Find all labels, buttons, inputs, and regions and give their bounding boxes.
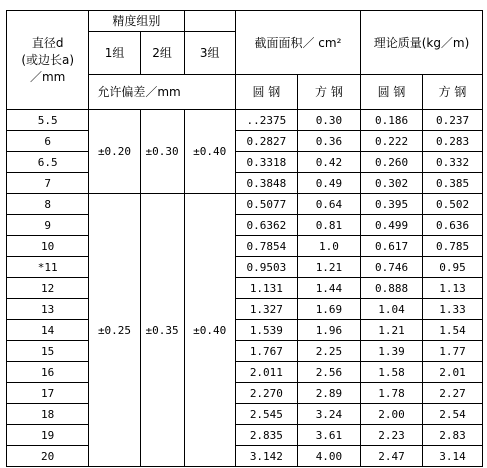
area-square-cell: 0.42 — [297, 152, 360, 173]
table-row — [7, 215, 483, 236]
area-round-cell: ..2375 — [235, 110, 297, 131]
table-row — [7, 341, 483, 362]
diameter-cell: 19 — [7, 425, 89, 446]
tolerance-g1-band1: ±0.20 — [89, 110, 140, 194]
mass-header: 理论质量(kg／m) — [361, 11, 483, 75]
diameter-header-line2: (或边长a) — [21, 52, 75, 67]
area-round-cell: 0.5077 — [235, 194, 297, 215]
area-header: 截面面积／ cm² — [235, 11, 360, 75]
area-round-cell: 0.3848 — [235, 173, 297, 194]
mass-square-cell: 0.785 — [423, 236, 483, 257]
area-round-cell: 0.3318 — [235, 152, 297, 173]
diameter-cell: 7 — [7, 173, 89, 194]
table-row — [7, 446, 483, 467]
mass-round-cell: 0.499 — [361, 215, 423, 236]
area-round-cell: 0.6362 — [235, 215, 297, 236]
table-row — [7, 194, 483, 215]
area-round-cell: 2.545 — [235, 404, 297, 425]
mass-round-cell: 2.47 — [361, 446, 423, 467]
precision-group-blank — [184, 11, 235, 32]
mass-square-cell: 0.95 — [423, 257, 483, 278]
diameter-header-line1: 直径d — [31, 35, 64, 50]
table-row — [7, 362, 483, 383]
mass-round-cell: 2.23 — [361, 425, 423, 446]
mass-square-cell: 1.13 — [423, 278, 483, 299]
mass-square-cell: 0.385 — [423, 173, 483, 194]
area-square-cell: 1.0 — [297, 236, 360, 257]
mass-square-cell: 0.502 — [423, 194, 483, 215]
mass-round-cell: 0.302 — [361, 173, 423, 194]
mass-square-header: 方 钢 — [423, 75, 483, 110]
mass-square-cell: 2.83 — [423, 425, 483, 446]
diameter-header-cell — [7, 11, 89, 110]
table-row — [7, 152, 483, 173]
table-row — [7, 236, 483, 257]
diameter-cell: 20 — [7, 446, 89, 467]
area-square-cell: 0.64 — [297, 194, 360, 215]
area-square-cell: 4.00 — [297, 446, 360, 467]
area-square-cell: 1.96 — [297, 320, 360, 341]
mass-square-cell: 1.77 — [423, 341, 483, 362]
mass-round-cell: 0.746 — [361, 257, 423, 278]
mass-round-cell: 1.39 — [361, 341, 423, 362]
diameter-cell: 9 — [7, 215, 89, 236]
table-row — [7, 320, 483, 341]
mass-square-cell: 0.636 — [423, 215, 483, 236]
tolerance-header: 允许偏差／mm — [89, 75, 236, 110]
diameter-cell: *11 — [7, 257, 89, 278]
mass-square-cell: 3.14 — [423, 446, 483, 467]
mass-round-cell: 1.21 — [361, 320, 423, 341]
tolerance-g2-band2: ±0.35 — [140, 194, 184, 467]
tolerance-g3-band1: ±0.40 — [184, 110, 235, 194]
diameter-cell: 17 — [7, 383, 89, 404]
group2-header: 2组 — [140, 32, 184, 75]
area-square-cell: 0.30 — [297, 110, 360, 131]
header-row-1 — [7, 11, 483, 32]
area-square-cell: 1.69 — [297, 299, 360, 320]
diameter-cell: 6.5 — [7, 152, 89, 173]
mass-round-cell: 1.58 — [361, 362, 423, 383]
group3-header: 3组 — [184, 32, 235, 75]
area-square-cell: 0.81 — [297, 215, 360, 236]
group1-header: 1组 — [89, 32, 140, 75]
mass-square-cell: 0.332 — [423, 152, 483, 173]
mass-round-cell: 1.04 — [361, 299, 423, 320]
mass-round-cell: 0.186 — [361, 110, 423, 131]
diameter-cell: 13 — [7, 299, 89, 320]
diameter-cell: 10 — [7, 236, 89, 257]
area-round-cell: 1.767 — [235, 341, 297, 362]
area-round-header: 圆 钢 — [235, 75, 297, 110]
diameter-header-line3: ／mm — [29, 69, 66, 84]
mass-round-cell: 2.00 — [361, 404, 423, 425]
area-square-cell: 1.44 — [297, 278, 360, 299]
table-row — [7, 278, 483, 299]
tolerance-g1-band2: ±0.25 — [89, 194, 140, 467]
mass-square-cell: 2.54 — [423, 404, 483, 425]
mass-round-cell: 0.260 — [361, 152, 423, 173]
mass-round-cell: 0.888 — [361, 278, 423, 299]
mass-round-cell: 0.395 — [361, 194, 423, 215]
tolerance-g3-band2: ±0.40 — [184, 194, 235, 467]
table-row — [7, 425, 483, 446]
area-square-cell: 2.56 — [297, 362, 360, 383]
diameter-cell: 12 — [7, 278, 89, 299]
area-square-cell: 3.24 — [297, 404, 360, 425]
area-round-cell: 0.7854 — [235, 236, 297, 257]
tolerance-g2-band1: ±0.30 — [140, 110, 184, 194]
table-row — [7, 299, 483, 320]
area-round-cell: 0.9503 — [235, 257, 297, 278]
area-square-cell: 2.89 — [297, 383, 360, 404]
mass-square-cell: 2.01 — [423, 362, 483, 383]
area-square-header: 方 钢 — [297, 75, 360, 110]
diameter-cell: 15 — [7, 341, 89, 362]
area-square-cell: 1.21 — [297, 257, 360, 278]
mass-square-cell: 0.237 — [423, 110, 483, 131]
area-round-cell: 2.835 — [235, 425, 297, 446]
mass-round-header: 圆 钢 — [361, 75, 423, 110]
diameter-cell: 16 — [7, 362, 89, 383]
diameter-cell: 14 — [7, 320, 89, 341]
area-round-cell: 1.131 — [235, 278, 297, 299]
mass-round-cell: 0.222 — [361, 131, 423, 152]
area-square-cell: 0.49 — [297, 173, 360, 194]
mass-round-cell: 1.78 — [361, 383, 423, 404]
table-row — [7, 173, 483, 194]
precision-group-header: 精度组别 — [89, 11, 184, 32]
mass-square-cell: 2.27 — [423, 383, 483, 404]
area-round-cell: 3.142 — [235, 446, 297, 467]
diameter-cell: 6 — [7, 131, 89, 152]
table-row — [7, 257, 483, 278]
diameter-cell: 18 — [7, 404, 89, 425]
area-square-cell: 2.25 — [297, 341, 360, 362]
area-round-cell: 2.011 — [235, 362, 297, 383]
table-row — [7, 131, 483, 152]
mass-round-cell: 0.617 — [361, 236, 423, 257]
area-round-cell: 1.539 — [235, 320, 297, 341]
diameter-cell: 8 — [7, 194, 89, 215]
diameter-cell: 5.5 — [7, 110, 89, 131]
table-row — [7, 404, 483, 425]
area-square-cell: 0.36 — [297, 131, 360, 152]
area-round-cell: 0.2827 — [235, 131, 297, 152]
table-row — [7, 383, 483, 404]
mass-square-cell: 1.54 — [423, 320, 483, 341]
mass-square-cell: 0.283 — [423, 131, 483, 152]
area-round-cell: 2.270 — [235, 383, 297, 404]
mass-square-cell: 1.33 — [423, 299, 483, 320]
steel-spec-table — [6, 10, 483, 467]
area-round-cell: 1.327 — [235, 299, 297, 320]
table-row — [7, 110, 483, 131]
area-square-cell: 3.61 — [297, 425, 360, 446]
